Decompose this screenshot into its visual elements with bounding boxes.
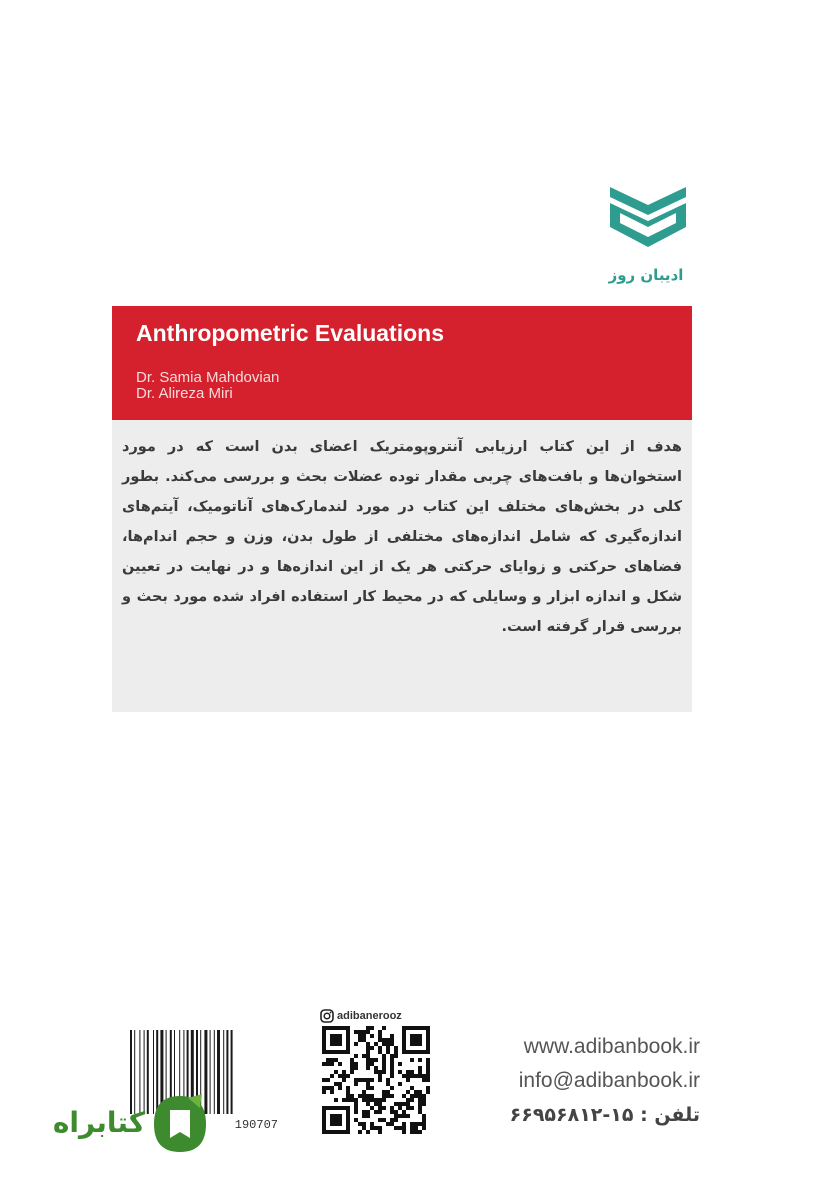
author-1: Dr. Samia Mahdovian: [136, 369, 280, 386]
store-logo-icon: [150, 1092, 210, 1156]
instagram-handle: adibanerooz: [337, 1010, 402, 1022]
book-title: Anthropometric Evaluations: [136, 320, 444, 346]
phone-number: تلفن : ۱۵-۶۶۹۵۶۸۱۲: [509, 1104, 700, 1126]
website-link[interactable]: www.adibanbook.ir: [523, 1035, 700, 1058]
email-link[interactable]: info@adibanbook.ir: [518, 1069, 700, 1092]
author-2: Dr. Alireza Miri: [136, 385, 233, 402]
instagram-icon: [320, 1009, 334, 1023]
store-name: کتابراه: [52, 1106, 146, 1139]
contact-info: [510, 1030, 700, 1132]
authors: [136, 370, 279, 402]
barcode-digits: 190707: [234, 1118, 278, 1132]
title-band: [112, 306, 692, 420]
description-text: هدف از این کتاب ارزیابی آنتروپومتریک اعضای بدن است که در مورد استخوان‌ها و بافت‌های چربی مقدار توده عضلات بحث و بررسی می‌کند. بطور کلی در بخش‌های مختلف این کتاب در مورد لندمارک‌های آناتومیک، آیتم‌های اندازه‌گیری که شامل اندازه‌های مختلفی از طول بدن، وزن و حجم اندام‌ها، فضاهای حرکتی و زوایای حرکتی هر یک از این اندازه‌ها و در نهایت در تعیین شکل و اندازه ابزار و وسایلی که در محیط کار استفاده افراد شده مورد بحث و بررسی قرار گرفته است.: [122, 439, 682, 635]
description-box: [112, 420, 692, 712]
publisher-name: ادیبان روز: [608, 266, 684, 284]
instagram-row[interactable]: [320, 1008, 402, 1024]
qr-code[interactable]: [322, 1026, 430, 1134]
